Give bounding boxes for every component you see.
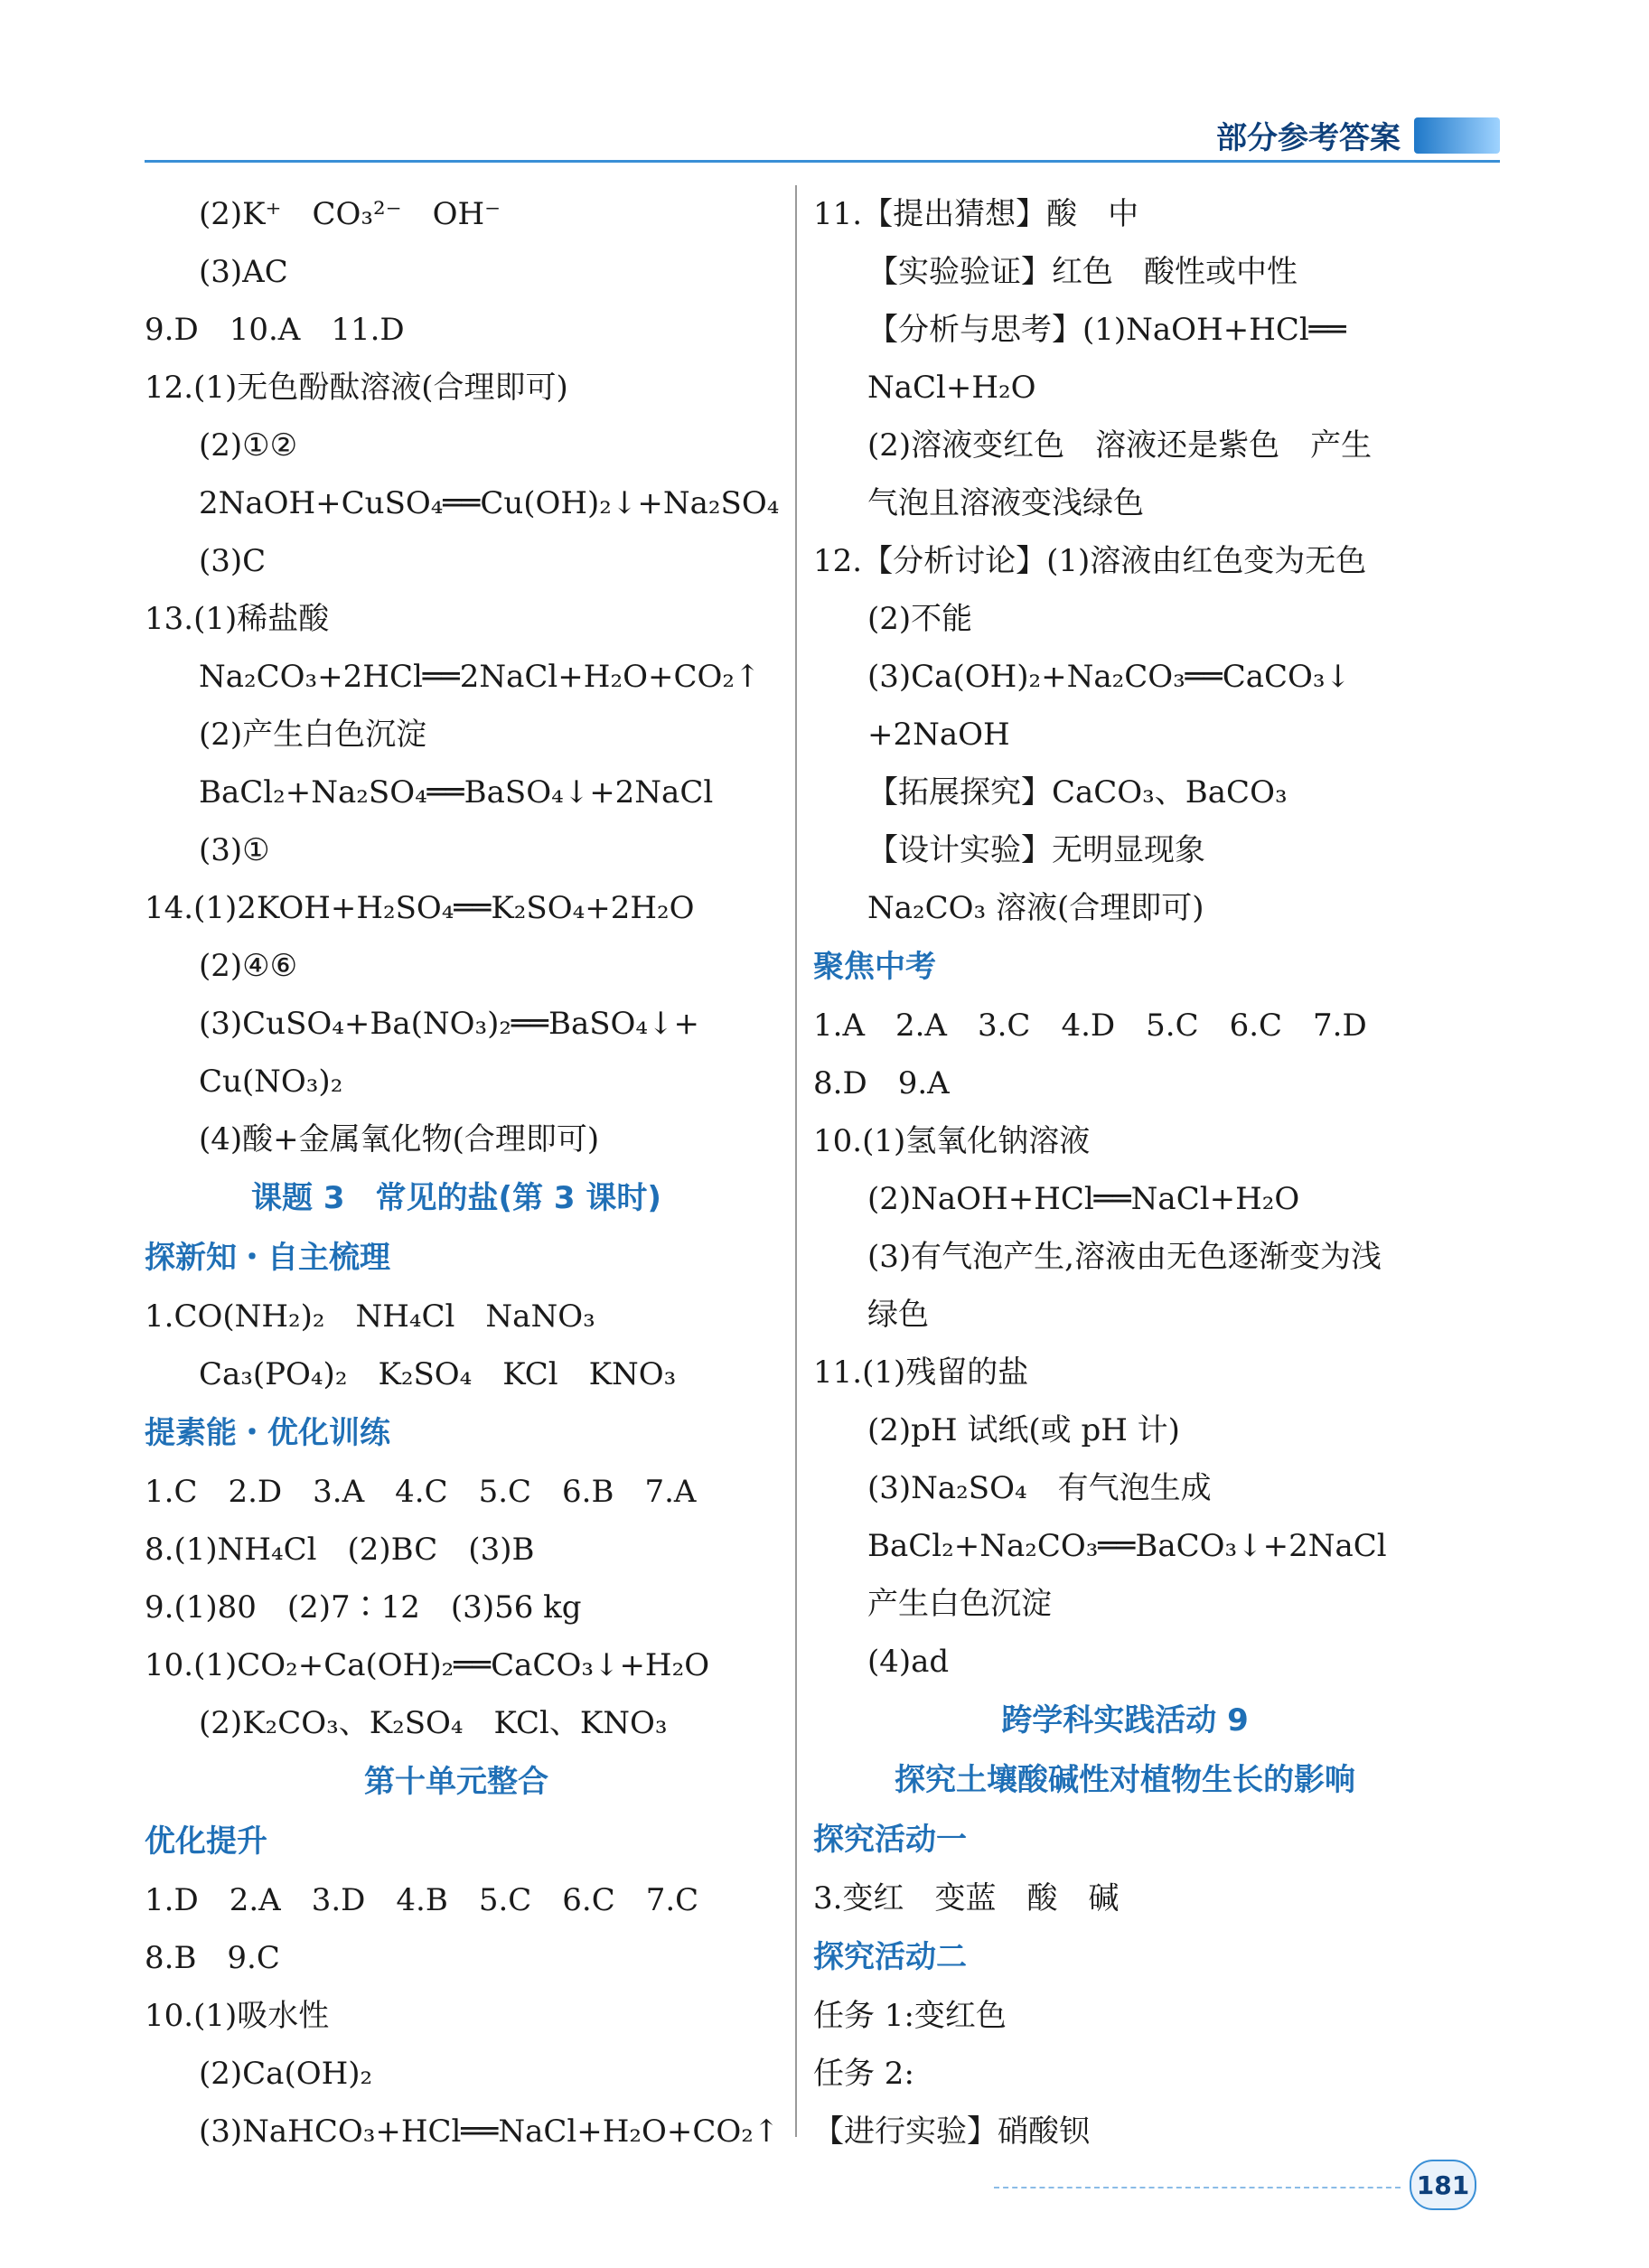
answer-line: 11.【提出猜想】酸 中 — [813, 196, 1139, 232]
answer-line: 13.(1)稀盐酸 — [145, 601, 330, 637]
answer-line: (2)①② — [199, 427, 298, 464]
header-decoration — [1414, 117, 1500, 154]
answer-line: (2)K₂CO₃、K₂SO₄ KCl、KNO₃ — [199, 1705, 668, 1741]
answer-line: (3)Na₂SO₄ 有气泡生成 — [867, 1470, 1212, 1506]
header-title: 部分参考答案 — [1216, 120, 1401, 156]
section-heading: 课题 3 常见的盐(第 3 课时) — [251, 1180, 661, 1216]
answer-line: 10.(1)吸水性 — [145, 1998, 330, 2034]
answer-line: 8.D 9.A — [813, 1065, 950, 1101]
answer-line: (2)溶液变红色 溶液还是紫色 产生 — [867, 427, 1373, 464]
answer-line: NaCl+H₂O — [867, 370, 1036, 406]
answer-line: (3)① — [199, 832, 270, 868]
answer-line: (3)C — [199, 543, 267, 579]
section-heading: 探新知・自主梳理 — [145, 1240, 390, 1276]
section-heading: 提素能・优化训练 — [145, 1415, 390, 1451]
answer-line: 产生白色沉淀 — [867, 1586, 1052, 1622]
answer-line: 14.(1)2KOH+H₂SO₄══K₂SO₄+2H₂O — [145, 890, 695, 926]
answer-line: 【拓展探究】CaCO₃、BaCO₃ — [867, 774, 1288, 811]
answer-line: Na₂CO₃+2HCl══2NaCl+H₂O+CO₂↑ — [199, 659, 761, 695]
answer-line: (2)Ca(OH)₂ — [199, 2056, 373, 2092]
answer-line: Na₂CO₃ 溶液(合理即可) — [867, 890, 1204, 926]
page-footer — [994, 2160, 1536, 2214]
page-number: 181 — [1410, 2160, 1476, 2210]
section-heading: 优化提升 — [145, 1823, 267, 1860]
answer-line: 任务 2: — [813, 2056, 914, 2092]
answer-line: +2NaOH — [867, 717, 1010, 753]
answer-line: (4)ad — [867, 1644, 950, 1680]
section-heading: 聚焦中考 — [813, 949, 936, 985]
section-heading: 探究活动二 — [813, 1939, 967, 1975]
answer-line: (3)CuSO₄+Ba(NO₃)₂══BaSO₄↓+ — [199, 1006, 699, 1042]
section-heading: 跨学科实践活动 9 — [1001, 1702, 1249, 1738]
left-column — [145, 185, 780, 2160]
answer-line: 12.【分析讨论】(1)溶液由红色变为无色 — [813, 543, 1367, 579]
answer-line: 1.D 2.A 3.D 4.B 5.C 6.C 7.C — [145, 1882, 699, 1918]
answer-line: (2)NaOH+HCl══NaCl+H₂O — [867, 1181, 1300, 1217]
section-heading: 探究活动一 — [813, 1822, 967, 1858]
answer-line: 【设计实验】无明显现象 — [867, 832, 1205, 868]
answer-line: 任务 1:变红色 — [813, 1998, 1007, 2034]
section-heading: 第十单元整合 — [364, 1764, 548, 1800]
answer-line: (2)K⁺ CO₃²⁻ OH⁻ — [199, 196, 501, 232]
answer-line: 【进行实验】硝酸钡 — [813, 2113, 1090, 2150]
right-column — [813, 185, 1437, 2160]
answer-content — [145, 185, 1473, 2150]
answer-line: (2)pH 试纸(或 pH 计) — [867, 1412, 1180, 1448]
answer-line: 3.变红 变蓝 酸 碱 — [813, 1880, 1120, 1917]
answer-line: (2)产生白色沉淀 — [199, 717, 427, 753]
answer-line: 9.D 10.A 11.D — [145, 312, 405, 348]
answer-line: 【分析与思考】(1)NaOH+HCl══ — [867, 312, 1346, 348]
answer-line: 1.CO(NH₂)₂ NH₄Cl NaNO₃ — [145, 1298, 595, 1335]
answer-line: (2)不能 — [867, 601, 973, 637]
column-divider — [795, 185, 797, 2137]
answer-line: (2)④⑥ — [199, 948, 298, 984]
answer-line: (3)NaHCO₃+HCl══NaCl+H₂O+CO₂↑ — [199, 2113, 780, 2150]
answer-line: 气泡且溶液变浅绿色 — [867, 485, 1144, 521]
answer-line: (4)酸+金属氧化物(合理即可) — [199, 1121, 600, 1157]
header-rule — [145, 160, 1500, 163]
footer-dashed-rule — [994, 2187, 1401, 2188]
answer-line: 1.A 2.A 3.C 4.D 5.C 6.C 7.D — [813, 1007, 1367, 1044]
page-header — [145, 108, 1500, 163]
answer-line: 10.(1)氢氧化钠溶液 — [813, 1123, 1091, 1159]
section-heading: 探究土壤酸碱性对植物生长的影响 — [895, 1762, 1355, 1798]
answer-line: (3)Ca(OH)₂+Na₂CO₃══CaCO₃↓ — [867, 659, 1352, 695]
answer-line: 绿色 — [867, 1297, 929, 1333]
answer-line: 2NaOH+CuSO₄══Cu(OH)₂↓+Na₂SO₄ — [199, 485, 780, 521]
answer-line: BaCl₂+Na₂SO₄══BaSO₄↓+2NaCl — [199, 774, 714, 811]
answer-line: 12.(1)无色酚酞溶液(合理即可) — [145, 370, 568, 406]
answer-line: Cu(NO₃)₂ — [199, 1064, 343, 1100]
answer-line: Ca₃(PO₄)₂ K₂SO₄ KCl KNO₃ — [199, 1356, 677, 1392]
answer-line: 11.(1)残留的盐 — [813, 1354, 1029, 1391]
answer-line: 10.(1)CO₂+Ca(OH)₂══CaCO₃↓+H₂O — [145, 1647, 710, 1683]
answer-line: 8.B 9.C — [145, 1940, 280, 1976]
answer-line: 9.(1)80 (2)7∶12 (3)56 kg — [145, 1589, 582, 1626]
answer-line: 【实验验证】红色 酸性或中性 — [867, 254, 1298, 290]
answer-line: (3)AC — [199, 254, 288, 290]
answer-line: BaCl₂+Na₂CO₃══BaCO₃↓+2NaCl — [867, 1528, 1387, 1564]
answer-line: 8.(1)NH₄Cl (2)BC (3)B — [145, 1532, 535, 1568]
answer-line: 1.C 2.D 3.A 4.C 5.C 6.B 7.A — [145, 1474, 697, 1510]
answer-line: (3)有气泡产生,溶液由无色逐渐变为浅 — [867, 1239, 1382, 1275]
